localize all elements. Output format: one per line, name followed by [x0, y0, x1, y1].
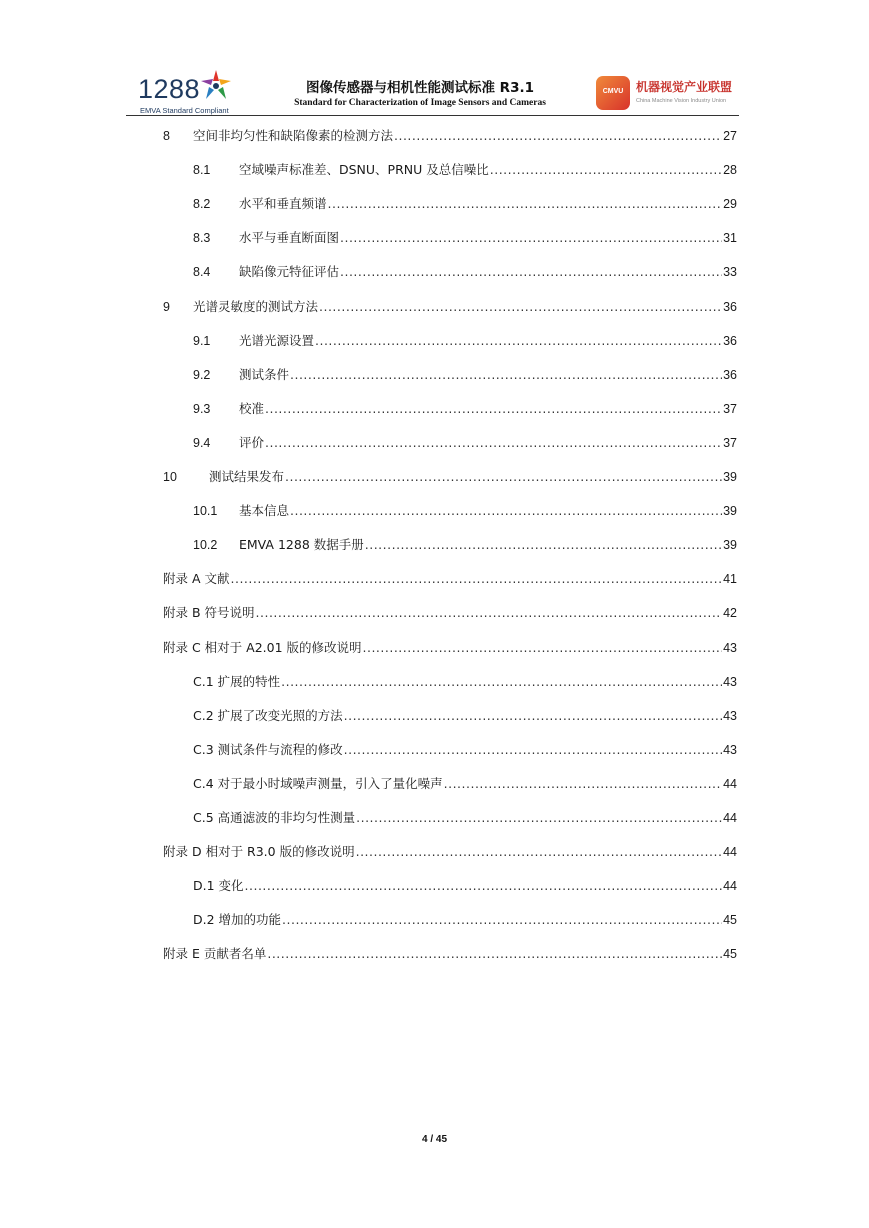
- toc-entry[interactable]: [163, 603, 737, 623]
- toc-dot-leader: [319, 299, 722, 314]
- toc-dot-leader: [356, 844, 723, 859]
- toc-entry-number: 10.2: [193, 538, 218, 553]
- toc-dot-leader: [340, 264, 722, 279]
- toc-entry-page: 41: [723, 572, 737, 587]
- toc-entry-title: 基本信息: [239, 503, 290, 519]
- toc-dot-leader: [267, 946, 722, 961]
- toc-dot-leader: [344, 708, 722, 723]
- toc-entry[interactable]: [193, 706, 737, 726]
- toc-entry[interactable]: [193, 672, 737, 692]
- toc-entry-title: 校准: [239, 400, 265, 416]
- toc-dot-leader: [344, 742, 722, 757]
- toc-entry-title: 附录 A 文献: [163, 571, 230, 587]
- toc-entry-page: 33: [723, 265, 737, 280]
- toc-entry[interactable]: [193, 740, 737, 760]
- toc-dot-leader: [290, 503, 722, 518]
- toc-entry-page: 44: [723, 879, 737, 894]
- toc-entry-title: D.1 变化: [193, 878, 244, 894]
- toc-entry-title: 附录 D 相对于 R3.0 版的修改说明: [163, 844, 355, 860]
- toc-entry-title: 附录 E 贡献者名单: [163, 946, 267, 962]
- header-divider: [126, 115, 739, 116]
- toc-entry[interactable]: [193, 365, 737, 385]
- toc-entry-title: 空域噪声标准差、DSNU、PRNU 及总信噪比: [239, 162, 489, 178]
- toc-dot-leader: [315, 333, 722, 348]
- toc-entry-title: EMVA 1288 数据手册: [239, 537, 364, 553]
- title-chinese: 图像传感器与相机性能测试标准 R3.1: [305, 80, 534, 96]
- toc-entry-title: C.2 扩展了改变光照的方法: [193, 707, 343, 723]
- toc-entry-title: C.3 测试条件与流程的修改: [193, 741, 343, 757]
- toc-dot-leader: [444, 776, 722, 791]
- cmvu-badge-icon: [596, 76, 630, 110]
- toc-entry[interactable]: [163, 638, 737, 658]
- toc-dot-leader: [245, 878, 723, 893]
- toc-entry-number: 9.4: [193, 435, 211, 450]
- toc-entry-title: 评价: [239, 434, 265, 450]
- toc-entry-title: C.5 高通滤波的非均匀性测量: [193, 810, 356, 825]
- toc-entry-page: 44: [723, 811, 737, 825]
- toc-entry-title: 水平与垂直断面图: [239, 230, 340, 246]
- toc-entry-page: 37: [723, 401, 737, 416]
- toc-entry[interactable]: [193, 501, 737, 521]
- toc-dot-leader: [365, 537, 722, 552]
- toc-entry-page: 28: [723, 163, 737, 178]
- toc-entry-title: C.1 扩展的特性: [193, 673, 281, 689]
- toc-entry-title: 光谱光源设置: [239, 332, 315, 348]
- toc-entry[interactable]: [193, 876, 737, 896]
- toc-dot-leader: [363, 640, 723, 655]
- toc-entry[interactable]: [163, 126, 737, 146]
- logo-number: 1288: [138, 74, 201, 104]
- toc-entry-page: 43: [723, 742, 737, 757]
- toc-entry-title: 水平和垂直频谱: [239, 196, 327, 212]
- org-name-english: China Machine Vision Industry Union: [636, 98, 727, 104]
- toc-entry-number: 9: [163, 299, 170, 314]
- page-number: 4 / 45: [421, 1134, 448, 1145]
- toc-entry-page: 43: [723, 708, 737, 723]
- toc-entry[interactable]: [193, 160, 737, 180]
- toc-entry[interactable]: [193, 808, 737, 828]
- toc-entry-title: 空间非均匀性和缺陷像素的检测方法: [193, 128, 394, 143]
- toc-entry[interactable]: [193, 774, 737, 794]
- toc-entry-page: 39: [723, 538, 737, 553]
- toc-entry[interactable]: [163, 569, 737, 589]
- toc-dot-leader: [490, 162, 722, 177]
- emva-1288-logo: [138, 66, 238, 116]
- toc-entry-number: 9.2: [193, 367, 211, 382]
- toc-entry[interactable]: [193, 194, 737, 214]
- toc-entry-page: 42: [723, 606, 737, 621]
- toc-dot-leader: [285, 469, 722, 484]
- toc-entry-page: 39: [723, 470, 737, 484]
- toc-entry[interactable]: [193, 433, 737, 453]
- document-title: [270, 76, 570, 108]
- toc-dot-leader: [394, 128, 722, 143]
- toc-entry-page: 31: [723, 231, 737, 246]
- toc-entry-title: 附录 C 相对于 A2.01 版的修改说明: [163, 639, 362, 655]
- toc-entry-title: D.2 增加的功能: [193, 912, 282, 928]
- toc-entry-page: 45: [723, 947, 737, 962]
- toc-entry-page: 36: [723, 299, 737, 314]
- toc-dot-leader: [356, 810, 722, 825]
- toc-entry-page: 27: [723, 129, 737, 143]
- toc-dot-leader: [265, 401, 722, 416]
- toc-entry[interactable]: [163, 297, 737, 317]
- toc-entry-number: 8.2: [193, 197, 211, 212]
- star-icon: [198, 68, 234, 104]
- toc-entry-title: 光谱灵敏度的测试方法: [193, 298, 319, 314]
- org-name-chinese: 机器视觉产业联盟: [636, 80, 733, 94]
- logo-subtitle: EMVA Standard Compliant: [140, 106, 229, 115]
- title-english: Standard for Characterization of Image Sensors and Cameras: [294, 98, 546, 108]
- toc-entry-page: 44: [723, 776, 737, 791]
- toc-entry-page: 43: [723, 674, 737, 689]
- toc-dot-leader: [282, 912, 722, 927]
- toc-entry-page: 43: [723, 640, 737, 655]
- toc-entry-number: 9.3: [193, 401, 211, 416]
- toc-entry-page: 44: [723, 845, 737, 860]
- toc-entry-title: 测试结果发布: [209, 469, 285, 484]
- toc-entry[interactable]: [193, 228, 737, 248]
- toc-entry[interactable]: [163, 842, 737, 862]
- toc-dot-leader: [231, 571, 723, 586]
- toc-entry-number: 10.1: [193, 504, 218, 519]
- toc-entry-number: 10: [163, 470, 177, 484]
- toc-entry-title: 附录 B 符号说明: [163, 605, 255, 621]
- toc-entry-title: 缺陷像元特征评估: [239, 264, 340, 280]
- toc-entry-number: 8: [163, 129, 170, 143]
- toc-entry-page: 29: [723, 197, 737, 212]
- toc-entry-number: 8.1: [193, 163, 211, 178]
- toc-entry[interactable]: [163, 944, 737, 964]
- toc-entry-title: C.4 对于最小时域噪声测量，引入了量化噪声: [193, 775, 443, 791]
- cmvu-logo: [596, 76, 744, 112]
- toc-entry-page: 39: [723, 504, 737, 519]
- toc-entry-number: 8.4: [193, 265, 211, 280]
- toc-entry-number: 8.3: [193, 231, 211, 246]
- toc-dot-leader: [328, 196, 723, 211]
- toc-dot-leader: [265, 435, 722, 450]
- toc-entry-page: 36: [723, 367, 737, 382]
- toc-entry[interactable]: [193, 262, 737, 282]
- toc-dot-leader: [290, 367, 722, 382]
- toc-entry[interactable]: [193, 535, 737, 555]
- toc-dot-leader: [281, 674, 722, 689]
- toc-entry-page: 37: [723, 435, 737, 450]
- toc-dot-leader: [256, 605, 723, 620]
- cmvu-badge-text: CMVU: [602, 88, 624, 95]
- toc-entry[interactable]: [193, 331, 737, 351]
- page-header: [0, 0, 869, 118]
- toc-entry-page: 45: [723, 913, 737, 928]
- toc-entry[interactable]: [193, 399, 737, 419]
- toc-entry[interactable]: [163, 467, 737, 487]
- toc-entry-page: 36: [723, 333, 737, 348]
- toc-entry-title: 测试条件: [239, 366, 290, 382]
- toc-dot-leader: [340, 230, 722, 245]
- toc-entry-number: 9.1: [193, 333, 211, 348]
- toc-entry[interactable]: [193, 910, 737, 930]
